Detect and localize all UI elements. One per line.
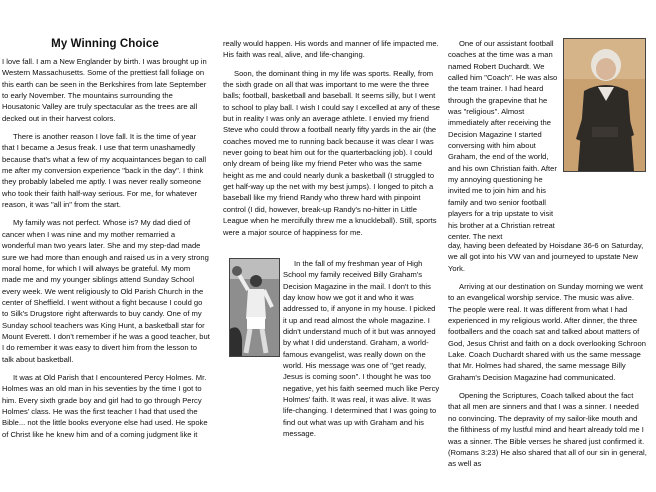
paragraph: day, having been defeated by Hoisdane 36-6 on Saturday, we all got into his VW van and journeyed to upstate New York. — [448, 241, 644, 273]
paragraph: Arriving at our destination on Sunday morning we went to an evangelical worship service. The music was alive. The people were real. It was different from what I had experienced in my religious world. After dinner, the three footballers and the coach sat and talked about matters of God, Jesus Christ and faith on a dock overlooking Schroon Lake. Coach Duchardt shared with us the same message that Mr. Holmes had shared, the same message Billy Graham's Decision Magazine had communicated. — [448, 282, 646, 382]
column-3-top — [448, 38, 558, 249]
column-3-bottom — [448, 240, 648, 477]
paragraph: Opening the Scriptures, Coach talked about the fact that all men are sinners and that I was a sinner. I needed no convincing. The depravity of my sailor-like mouth and the filthiness of my lustful mind and heart already told me I was a sinner. The Bible verses he shared just confirmed it. (Romans 3:23) He also shared that all of our sin in general, as well as — [448, 391, 647, 469]
paragraph: really would happen. His words and manner of life impacted me. His faith was real, alive, and life-changing. — [223, 39, 439, 60]
column-2-continued — [283, 258, 441, 447]
paragraph: My family was not perfect. Whose is? My dad died of cancer when I was nine and my mother remarried a wonderful man two years later. She and my step-dad made sure we had more than enough and raised us in a very strong moral home, for which I will always be grateful. My mom made me and my younger siblings attend Sunday School every week. We went religiously to Old Parish Church in the center of Sheffield. I went without a fight because I could go to Silk's Drugstore right afterwards to buy candy. One of my Sunday school teachers was King Hunt, a basketball star for Mount Everett. I don't remember if he was a good teacher, but I do remember it was easy to divert him from the lesson to talk about basketball. — [2, 218, 210, 364]
article-title: My Winning Choice — [51, 38, 159, 50]
paragraph: There is another reason I love fall. It is the time of year that I became a Jesus freak. I use that term unashamedly because that's what a few of my acquaintances began to call me after my conversion experience "back in the day". I think they probably labeled me aptly. I was never really someone who took their faith half-way serious. For me, for whatever reason, it was "all in" from the start. — [2, 132, 207, 210]
paragraph: I love fall. I am a New Englander by birth. I was brought up in Western Massachusetts. Some of the prettiest fall foliage on this earth can be seen in the Berkshires from late September to early November. The mountains surrounding the Housatonic Valley are truly spectacular as the trees are all decked out in their harvest colors. — [2, 57, 207, 123]
column-1 — [2, 56, 210, 447]
paragraph: Soon, the dominant thing in my life was sports. Really, from the sixth grade on all that was important to me were the three balls; football, basketball and baseball. It seems silly, but I went to school to play ball. I wish I could say I excelled at any of these but in reality I was only an average athlete. I envied my friend Steve who could throw a football nearly fifty yards in the air (the coaches moved me to running back because it was clear I was never going to beat him out for the quarterbacking job). I could only dream of being like my friend Peter who was the same height as me and could nearly dunk a basketball (I struggled to get half-way up the net with my best jumps). I longed to pitch a baseball like my friend Randy who threw hard with pinpoint control (I did, however, break-up Randy's no-hitter in Little League when he mercifully threw me a knuckleball). Still, sports were a major source of happiness for me. — [223, 68, 440, 237]
basketball-player-photo — [229, 258, 280, 357]
coach-portrait-photo — [563, 38, 646, 172]
column-2 — [223, 38, 441, 245]
paragraph: In the fall of my freshman year of High School my family received Billy Graham's Decision Magazine in the mail. I don't to this day know how we got it and who it was addressed to, if anyone in my house. I picked it up and read almost the whole magazine. I didn't understand much of it but was annoyed by what I did understand. Graham, a world-famous evangelist, was really down on the world. His message was one of "get ready, Jesus is coming soon". I thought he was too negative, yet his faith seemed much like Percy Holmes' faith. It was real, it was alive. It was life-changing. I determined that I was going to find out what was up with Graham and his message. — [283, 259, 440, 439]
paragraph: One of our assistant football coaches at the time was a man named Robert Duchardt. We called him "Coach". He was also the team trainer. I had heard through the grapevine that he was "religious". Almost immediately after receiving the Decision Magazine I started conversing with him about Graham, the end of the world, and his own Christian faith. After my annoying questioning he invited me to join him and his family and two senior football players for a trip upstate to visit his brother at a Christian retreat center. The next — [448, 39, 558, 241]
paragraph: It was at Old Parish that I encountered Percy Holmes. Mr. Holmes was an old man in his seventies by the time I got to him. Every sixth grade boy and girl had to go through Percy Holmes' class. He was the first teacher I had that used the Bible... not the little books everyone else had used. He spoke of Christ like he knew him and of a coming judgment like it — [2, 372, 208, 439]
